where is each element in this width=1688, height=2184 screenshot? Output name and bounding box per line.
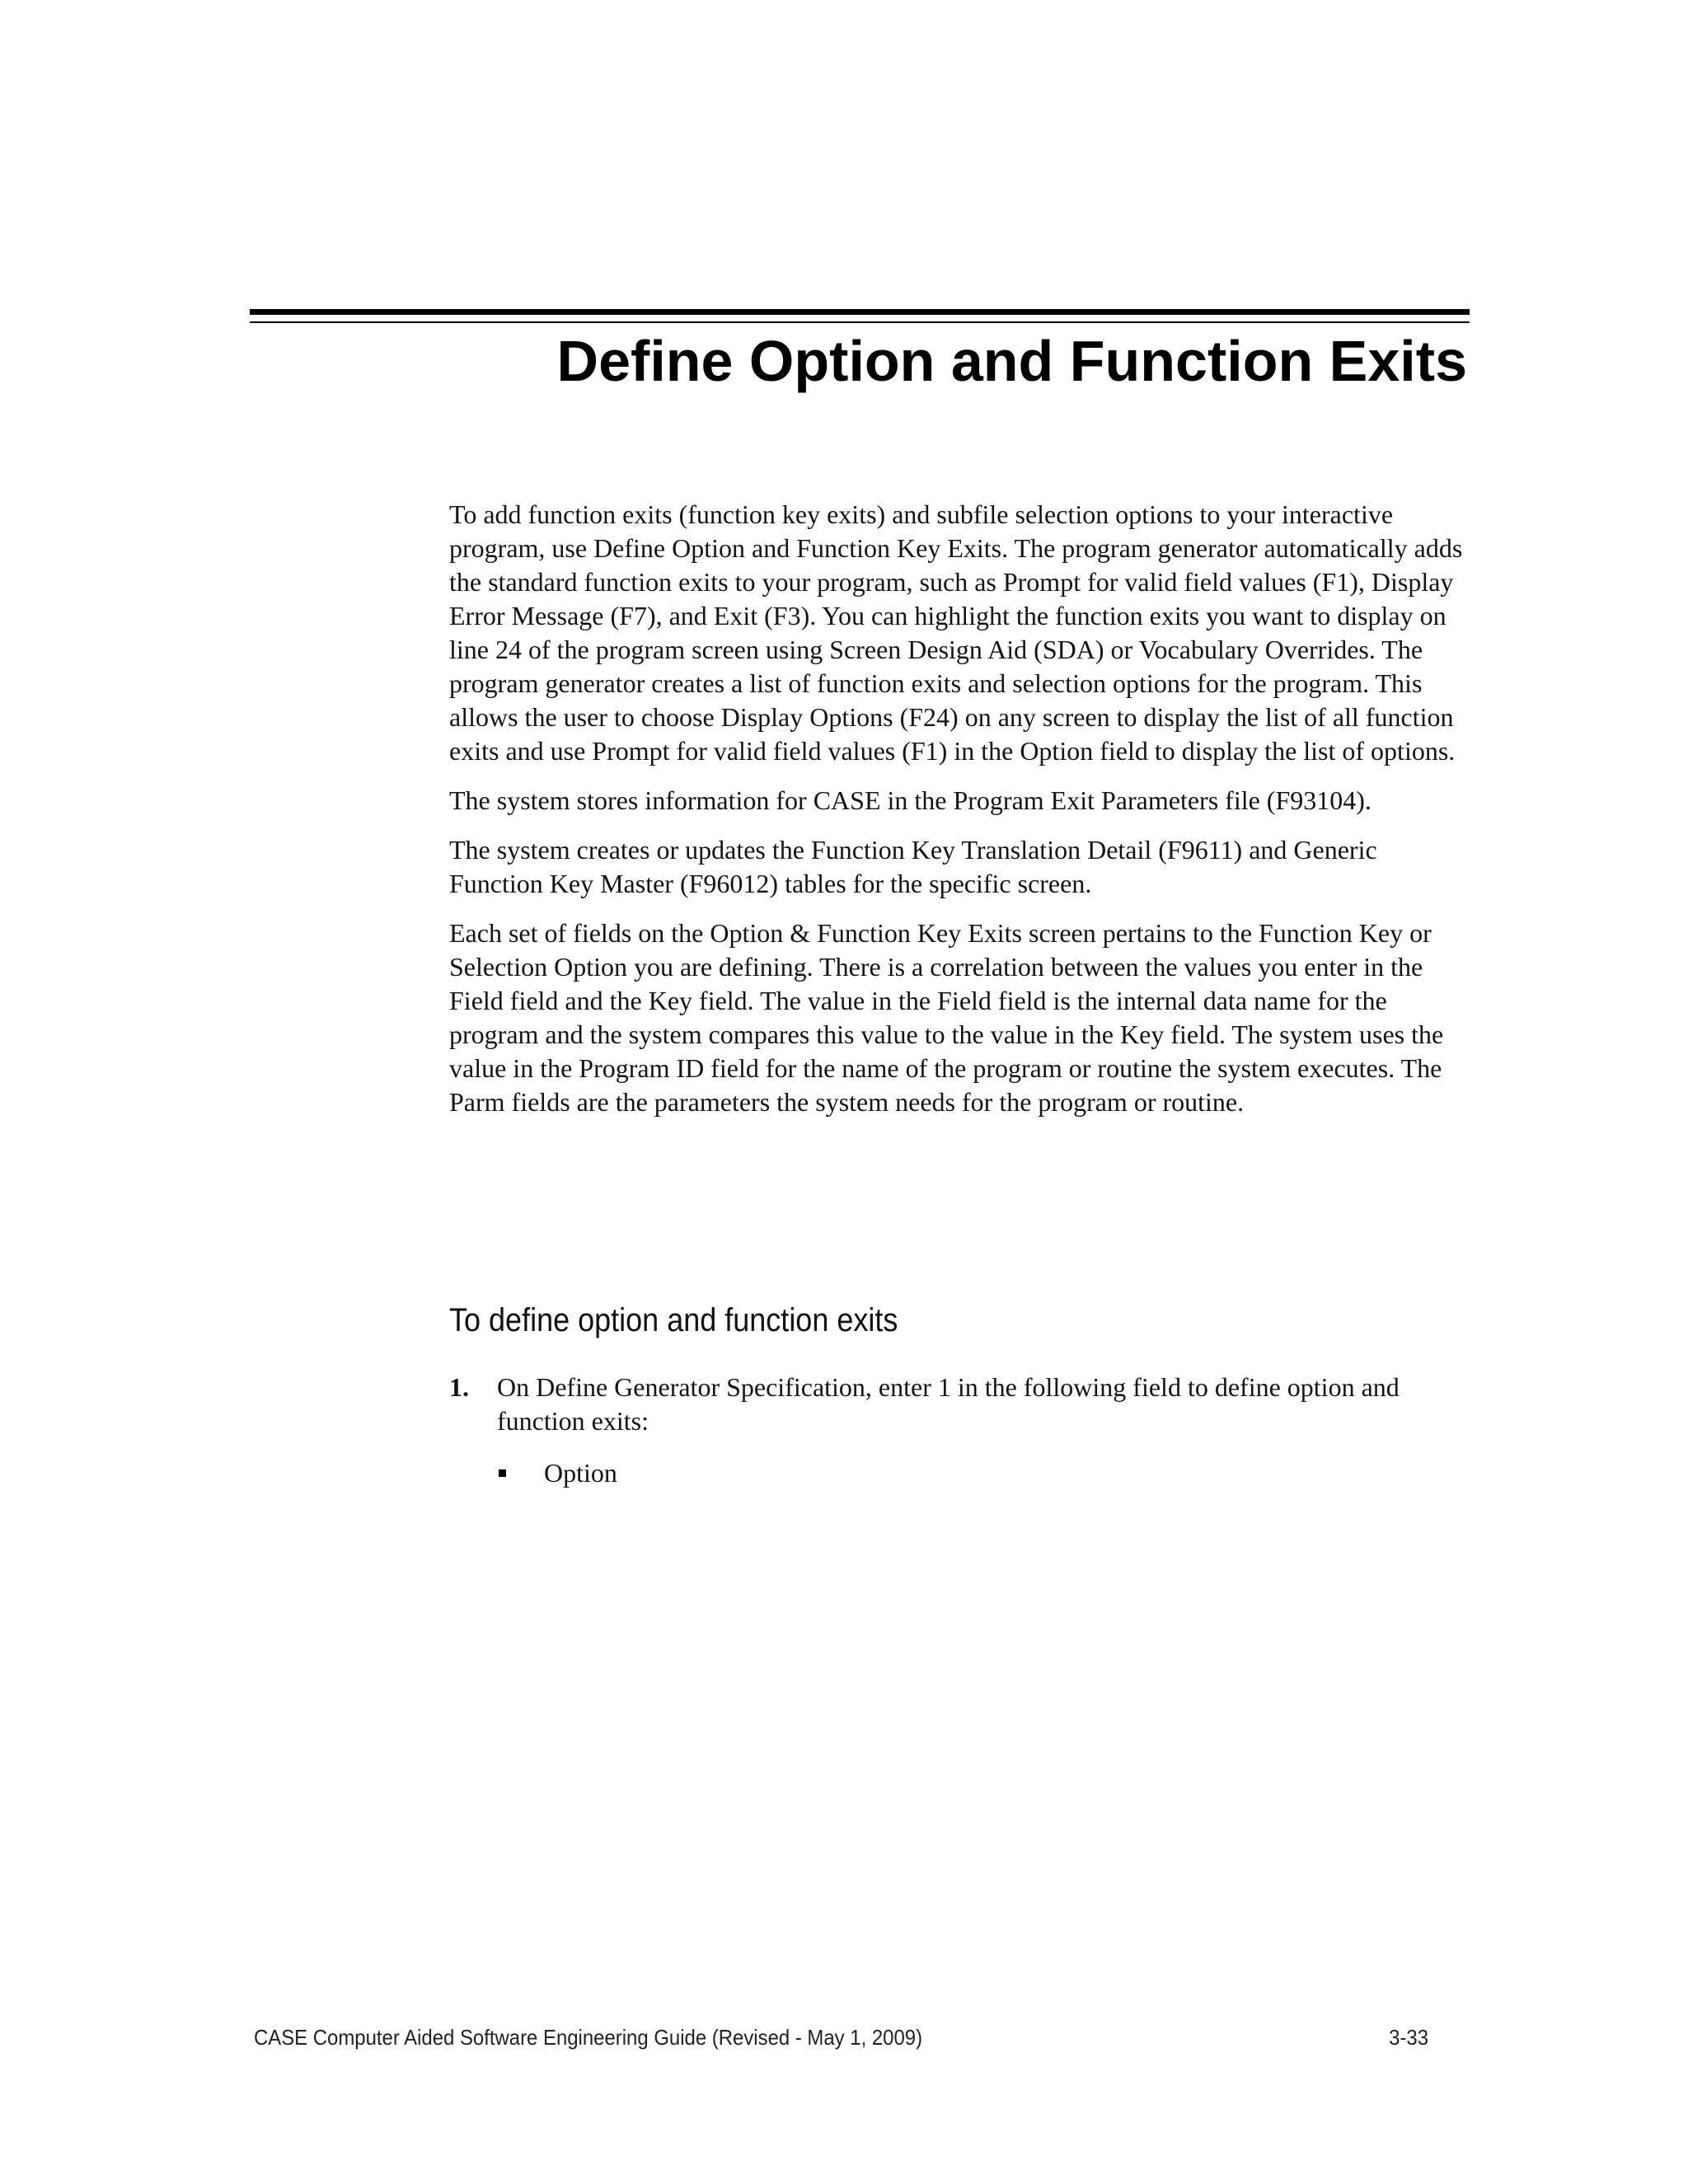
step-bullet-item	[499, 1456, 617, 1490]
footer-document-title: CASE Computer Aided Software Engineering Guide (Revised - May 1, 2009)	[254, 2025, 923, 2050]
square-bullet-icon	[499, 1469, 506, 1477]
intro-paragraph: To add function exits (function key exits) and subfile selection options to your interactive program, use Define Option and Function Key Exits. The program generator automatically adds the standard function exits to your program, such as Prompt for valid field values (F1), Display Error Message (F7), and Exit (F3). You can highlight the function exits you want to display on line 24 of the program screen using Screen Design Aid (SDA) or Vocabulary Overrides. The program generator creates a list of function exits and selection options for the program. This allows the user to choose Display Options (F24) on any screen to display the list of all function exits and use Prompt for valid field values (F1) in the Option field to display the list of options.	[449, 499, 1463, 766]
footer-page-number: 3-33	[1389, 2025, 1428, 2050]
storage-paragraph: The system stores information for CASE in the Program Exit Parameters file (F93104).	[449, 785, 1372, 815]
step-text: On Define Generator Specification, enter 1 in the following field to define option and function exits:	[497, 1372, 1400, 1436]
tables-paragraph: The system creates or updates the Function Key Translation Detail (F9611) and Generic Function Key Master (F96012) tables for the specific screen.	[449, 835, 1377, 898]
chapter-title: Define Option and Function Exits	[556, 329, 1467, 393]
step-number: 1.	[449, 1372, 469, 1402]
fields-paragraph: Each set of fields on the Option & Function Key Exits screen pertains to the Function Key or Selection Option you are defining. There is a correlation between the values you enter in the Field field and the Key field. The value in the Field field is the internal data name for the program and the system compares this value to the value in the Key field. The system uses the value in the Program ID field for the name of the program or routine the system executes. The Parm fields are the parameters the system needs for the program or routine.	[449, 918, 1444, 1117]
header-rule-thick	[250, 309, 1470, 315]
bullet-text: Option	[544, 1458, 617, 1488]
procedure-heading: To define option and function exits	[449, 1302, 898, 1338]
procedure-step	[449, 1371, 1471, 1438]
body-text	[449, 498, 1471, 1135]
